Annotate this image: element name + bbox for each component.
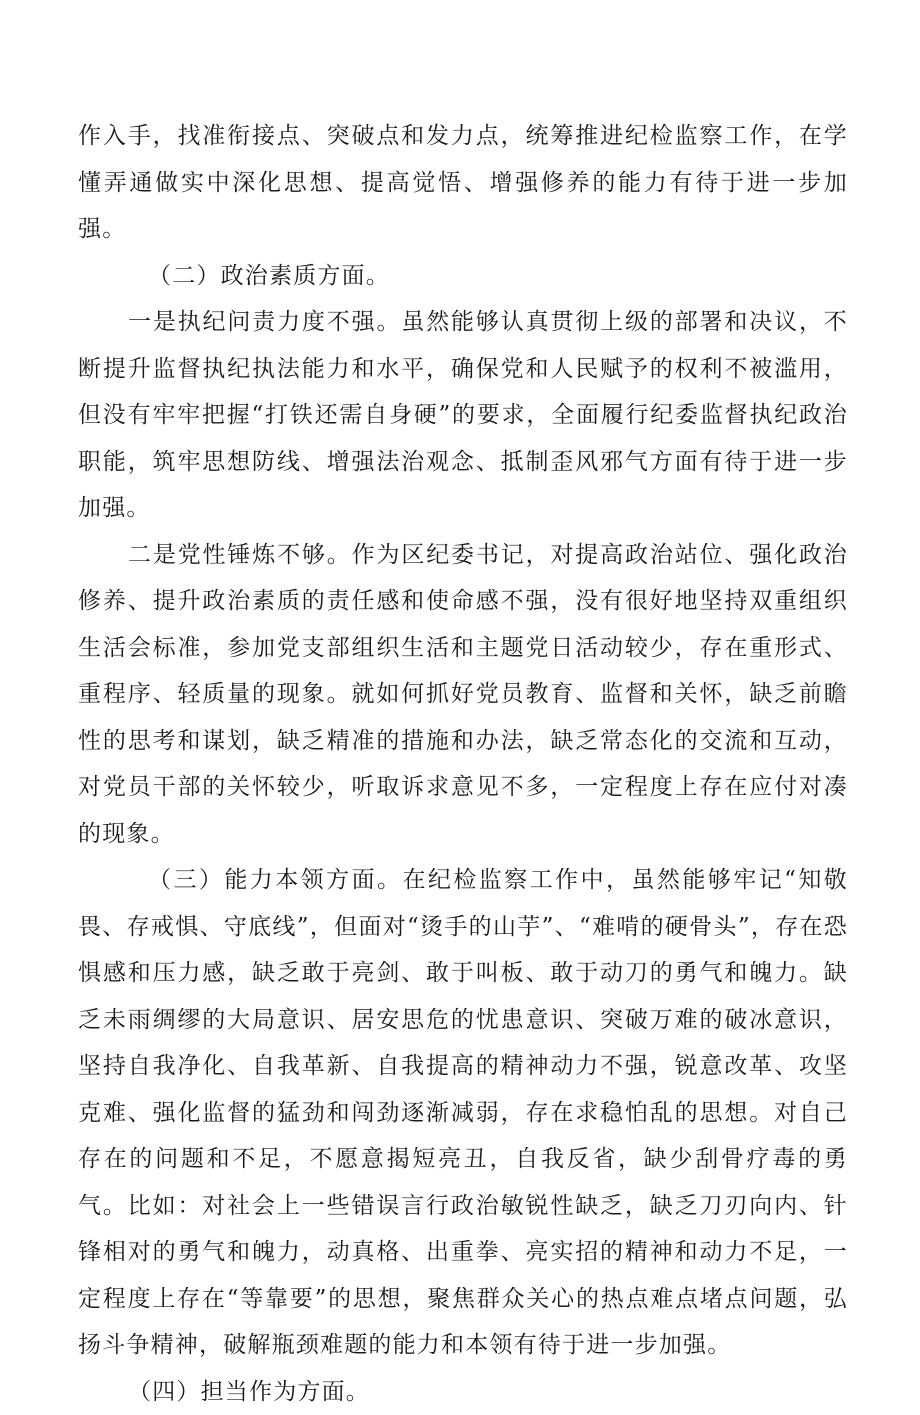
paragraph-continuation: 作入手，找准衔接点、突破点和发力点，统筹推进纪检监察工作，在学懂弄通做实中深化思想、提高觉悟、增强修养的能力有待于进一步加强。 [78, 113, 848, 253]
paragraph-party-spirit: 二是党性锤炼不够。作为区纪委书记，对提高政治站位、强化政治修养、提升政治素质的责任感和使命感不强，没有很好地坚持双重组织生活会标准，参加党支部组织生活和主题党日活动较少，存在重形式、重程序、轻质量的现象。就如何抓好党员教育、监督和关怀，缺乏前瞻性的思考和谋划，缺乏精准的措施和办法，缺乏常态化的交流和互动，对党员干部的关怀较少，听取诉求意见不多，一定程度上存在应付对凑的现象。 [78, 532, 848, 858]
paragraph-discipline-accountability: 一是执纪问责力度不强。虽然能够认真贯彻上级的部署和决议，不断提升监督执纪执法能力和水平，确保党和人民赋予的权利不被滥用，但没有牢牢把握“打铁还需自身硬”的要求，全面履行纪委监督执纪政治职能，筑牢思想防线、增强法治观念、抵制歪风邪气方面有待于进一步加强。 [78, 299, 848, 532]
section-heading-ability: （三）能力本领方面。在纪检监察工作中，虽然能够牢记“知敬畏、存戒惧、守底线”，但面对“烫手的山芋”、“难啃的硬骨头”，存在恐惧感和压力感，缺乏敢于亮剑、敢于叫板、敢于动刀的勇气和魄力。缺乏未雨绸缪的大局意识、居安思危的忧患意识、突破万难的破冰意识，坚持自我净化、自我革新、自我提高的精神动力不强，锐意改革、攻坚克难、强化监督的猛劲和闯劲逐渐减弱，存在求稳怕乱的思想。对自己存在的问题和不足，不愿意揭短亮丑，自我反省，缺少刮骨疗毒的勇气。比如：对社会上一些错误言行政治敏锐性缺乏，缺乏刀刃向内、针锋相对的勇气和魄力，动真格、出重拳、亮实招的精神和动力不足，一定程度上存在“等靠要”的思想，聚焦群众关心的热点难点堵点问题，弘扬斗争精神，破解瓶颈难题的能力和本领有待于进一步加强。 [78, 857, 848, 1369]
section-heading-responsibility: （四）担当作为方面。 [78, 1369, 848, 1415]
section-heading-political-quality: （二）政治素质方面。 [78, 253, 848, 300]
document-body [78, 113, 848, 1415]
